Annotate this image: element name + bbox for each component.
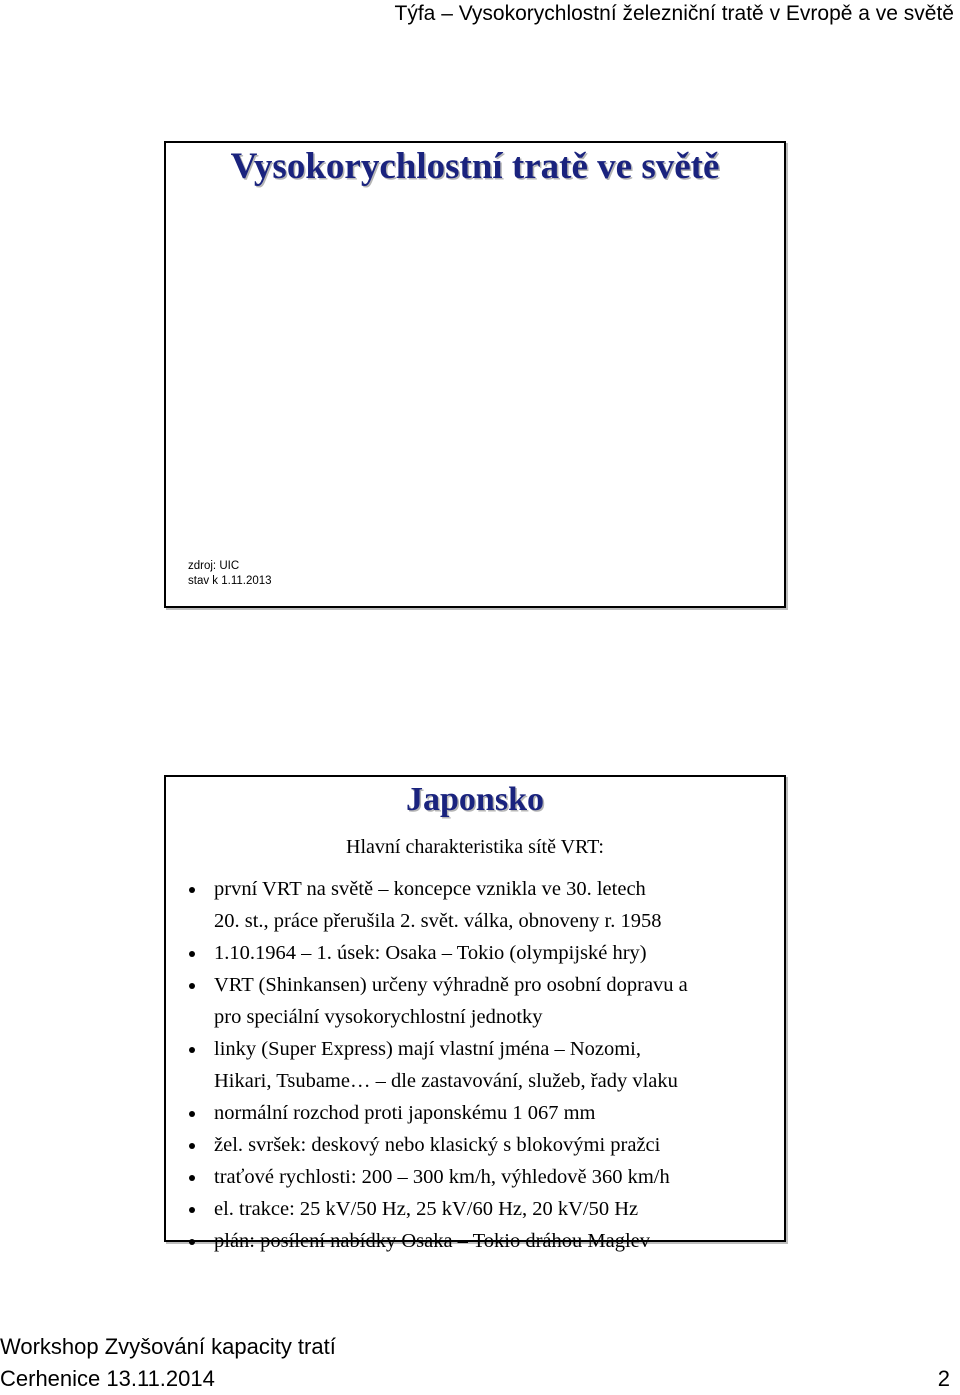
bullet-list [182,873,782,1257]
source-note [188,559,272,589]
slide-title: Japonsko [406,781,544,818]
source-line: zdroj: UIC [188,560,240,572]
bullet-item [182,873,782,937]
bullet-item [182,1161,782,1193]
bullet-line: linky (Super Express) mají vlastní jména – Nozomi, [214,1038,642,1060]
event-place-date: Cerhenice 13.11.2014 [0,1366,215,1391]
bullet-item [182,1129,782,1161]
slide-japan [164,775,786,1252]
bullet-item [182,1097,782,1129]
slide-world-hsr [164,141,786,608]
bullet-line: Hikari, Tsubame… – dle zastavování, služeb, řady vlaku [214,1070,678,1092]
bullet-line: první VRT na světě – koncepce vznikla ve 30. letech [214,878,646,900]
bullet-line: 20. st., práce přerušila 2. svět. válka, obnoveny r. 1958 [214,910,662,932]
bullet-item [182,937,782,969]
bullet-line: žel. svršek: deskový nebo klasický s blokovými pražci [214,1134,661,1156]
document-header: Týfa – Vysokorychlostní železniční tratě v Evropě a ve světě [394,2,954,25]
slide-subtitle: Hlavní charakteristika sítě VRT: [346,836,604,858]
bullet-line: 1.10.1964 – 1. úsek: Osaka – Tokio (olympijské hry) [214,942,647,964]
bullet-item [182,1033,782,1097]
document-footer [0,1331,336,1395]
bullet-item [182,1193,782,1225]
slide-title: Vysokorychlostní tratě ve světě [230,146,720,187]
status-date-line: stav k 1.11.2013 [188,575,272,587]
bullet-line: VRT (Shinkansen) určeny výhradně pro osobní dopravu a [214,974,688,996]
page-number: 2 [937,1366,950,1391]
workshop-name: Workshop Zvyšování kapacity tratí [0,1334,336,1359]
bullet-line: normální rozchod proti japonskému 1 067 mm [214,1102,596,1124]
bullet-line: el. trakce: 25 kV/50 Hz, 25 kV/60 Hz, 20 kV/50 Hz [214,1198,639,1220]
bullet-item [182,1225,782,1257]
bullet-line: pro speciální vysokorychlostní jednotky [214,1006,543,1028]
bullet-line: traťové rychlosti: 200 – 300 km/h, výhledově 360 km/h [214,1166,670,1188]
bullet-item [182,969,782,1033]
bullet-line: plán: posílení nabídky Osaka – Tokio dráhou Maglev [214,1230,651,1252]
